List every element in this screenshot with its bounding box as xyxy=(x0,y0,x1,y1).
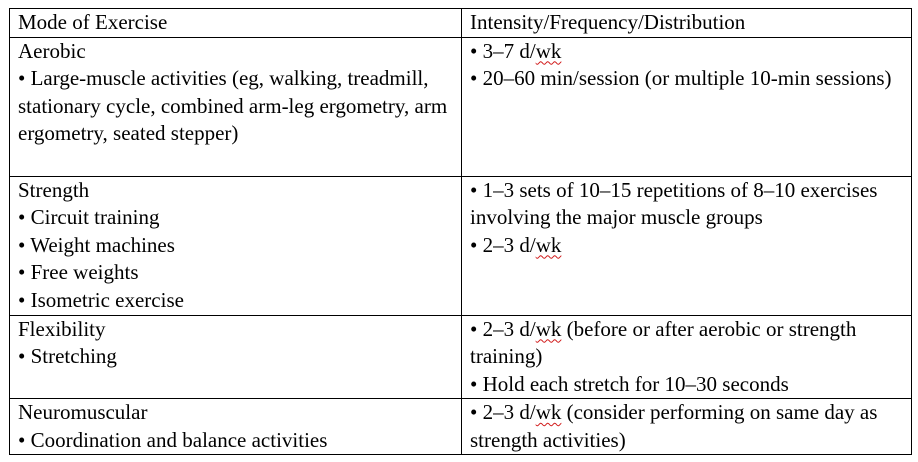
intensity-cell-neuromuscular xyxy=(462,399,912,455)
exercise-table xyxy=(9,8,912,455)
mode-item: • Circuit training xyxy=(18,205,160,229)
mode-cell-aerobic xyxy=(10,37,462,176)
header-intensity-frequency-distribution: Intensity/Frequency/Distribution xyxy=(462,9,912,38)
mode-title: Flexibility xyxy=(18,316,106,341)
intensity-item: • 2–3 d/wk (before or after aerobic or strength training) xyxy=(470,316,857,368)
table-row-flexibility xyxy=(10,315,912,399)
mode-item: • Weight machines xyxy=(18,232,175,257)
intensity-cell-strength xyxy=(462,176,912,315)
mode-cell-strength xyxy=(10,176,462,315)
table-row-neuromuscular xyxy=(10,399,912,455)
table-row-strength xyxy=(10,176,912,315)
intensity-item: • Hold each stretch for 10–30 seconds xyxy=(470,371,789,396)
intensity-item: • 2–3 d/wk (consider performing on same day as strength activities) xyxy=(470,400,878,452)
mode-title: Aerobic xyxy=(18,38,86,63)
mode-title: Strength xyxy=(18,177,90,202)
mode-item: • Stretching xyxy=(18,344,117,368)
intensity-cell-aerobic xyxy=(462,37,912,176)
table-header-row xyxy=(10,9,912,38)
spellcheck-word: wk xyxy=(535,316,562,341)
intensity-cell-flexibility xyxy=(462,315,912,399)
mode-item: • Free weights xyxy=(18,260,139,284)
mode-title: Neuromuscular xyxy=(18,400,148,424)
mode-item: • Coordination and balance activities xyxy=(18,427,328,452)
spellcheck-word: wk xyxy=(535,400,562,424)
table-row-aerobic xyxy=(10,37,912,176)
spellcheck-word: wk xyxy=(535,38,562,63)
header-mode-of-exercise: Mode of Exercise xyxy=(10,9,462,38)
mode-item: • Isometric exercise xyxy=(18,287,184,312)
intensity-item: • 1–3 sets of 10–15 repetitions of 8–10 exercises involving the major muscle groups xyxy=(470,177,878,229)
intensity-item: • 2–3 d/wk xyxy=(470,232,562,257)
intensity-item: • 20–60 min/session (or multiple 10-min sessions) xyxy=(470,66,892,90)
mode-cell-flexibility xyxy=(10,315,462,399)
intensity-item: • 3–7 d/wk xyxy=(470,38,562,63)
spellcheck-word: wk xyxy=(535,232,562,257)
mode-item: • Large-muscle activities (eg, walking, treadmill, stationary cycle, combined arm-leg ergometry, arm ergometry, seated stepper) xyxy=(18,66,448,145)
mode-cell-neuromuscular xyxy=(10,399,462,455)
